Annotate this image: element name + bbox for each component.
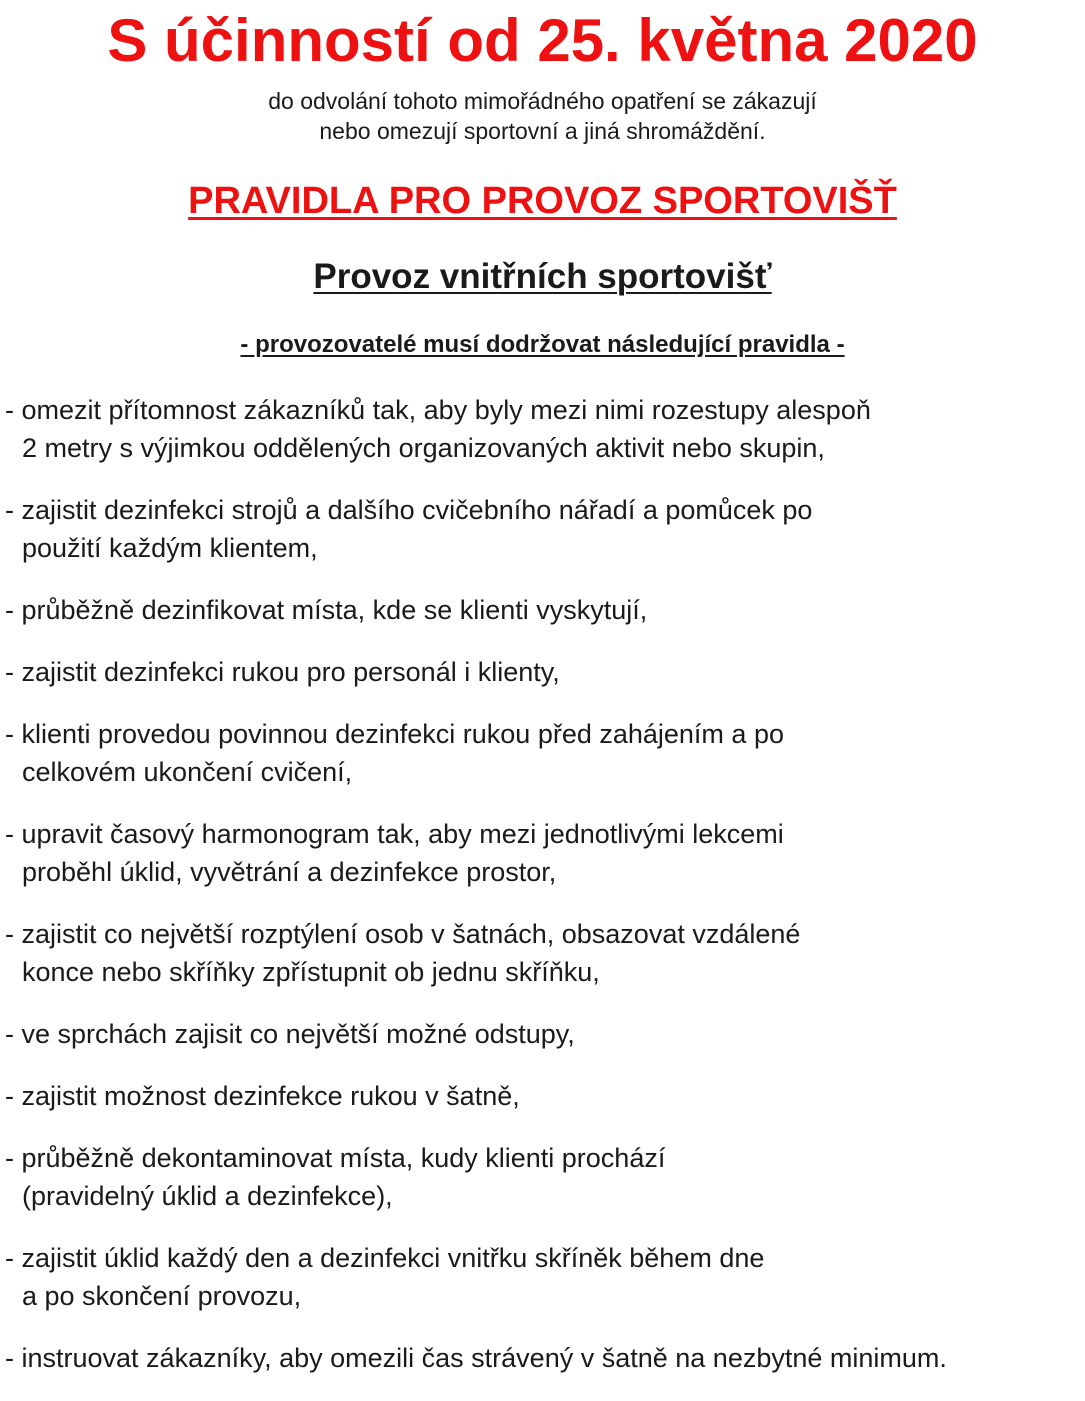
rule-item: - omezit přítomnost zákazníků tak, aby byly mezi nimi rozestupy alespoň 2 metry s výjimkou oddělených organizovaných aktivit nebo skupin,: [5, 395, 871, 463]
rule-item: - klienti provedou povinnou dezinfekci rukou před zahájením a po celkovém ukončení cvičení,: [5, 719, 784, 787]
rule-item: - zajistit dezinfekci rukou pro personál i klienty,: [5, 657, 560, 687]
rule-item: - zajistit úklid každý den a dezinfekci vnitřku skříněk během dne a po skončení provozu,: [5, 1243, 765, 1311]
rule-item: - upravit časový harmonogram tak, aby mezi jednotlivými lekcemi proběhl úklid, vyvětrání a dezinfekce prostor,: [5, 819, 784, 887]
rule-item: - průběžně dezinfikovat místa, kde se klienti vyskytují,: [5, 595, 648, 625]
subtitle-text: do odvolání tohoto mimořádného opatření se zákazují nebo omezují sportovní a jiná shromáždění.: [268, 88, 817, 144]
main-title: S účinností od 25. května 2020: [107, 7, 978, 74]
sub-heading: Provoz vnitřních sportovišť: [313, 257, 772, 296]
rules-list: [5, 391, 1083, 1401]
rule-item: - průběžně dekontaminovat místa, kudy klienti prochází (pravidelný úklid a dezinfekce),: [5, 1143, 666, 1211]
section-title: PRAVIDLA PRO PROVOZ SPORTOVIŠŤ: [188, 180, 897, 222]
subtitle: [0, 86, 1085, 146]
rule-item: - zajistit co největší rozptýlení osob v šatnách, obsazovat vzdálené konce nebo skříňky zpřístupnit ob jednu skříňku,: [5, 919, 801, 987]
rule-item: - instruovat zákazníky, aby omezili čas strávený v šatně na nezbytné minimum.: [5, 1343, 947, 1373]
rule-item: - zajistit dezinfekci strojů a dalšího cvičebního nářadí a pomůcek po použití každým klientem,: [5, 495, 813, 563]
intro-line: - provozovatelé musí dodržovat následující pravidla -: [240, 331, 845, 358]
rule-item: - zajistit možnost dezinfekce rukou v šatně,: [5, 1081, 520, 1111]
rule-item: - ve sprchách zajisit co největší možné odstupy,: [5, 1019, 575, 1049]
